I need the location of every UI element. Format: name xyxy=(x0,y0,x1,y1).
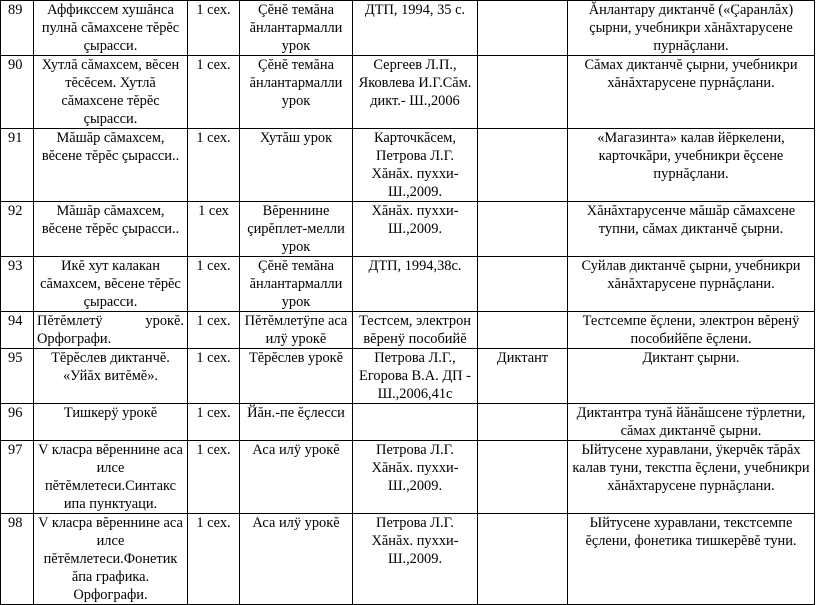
table-row xyxy=(1,129,815,202)
lesson-work: Суйлав диктанчĕ çырни, учебникри хăнăхтарусене пурнăçлани. xyxy=(568,257,815,312)
lesson-source: Хăнăх. пуххи-Ш.,2009. xyxy=(353,202,478,257)
lesson-source: Петрова Л.Г., Егорова В.А. ДП - Ш.,2006,41с xyxy=(353,349,478,404)
lesson-source: Тестсем, электрон вĕренÿ пособийĕ xyxy=(353,312,478,349)
lesson-type: Çĕнĕ темăна ăнлантармалли урок xyxy=(240,56,353,129)
lesson-number: 89 xyxy=(1,1,34,56)
lesson-type: Вĕреннине çирĕплет-мелли урок xyxy=(240,202,353,257)
lesson-topic: V класра вĕреннине аса илсе пĕтĕмлетеси.Синтакс ипа пунктуаци. xyxy=(34,441,188,514)
lesson-source: Петрова Л.Г. Хăнăх. пуххи-Ш.,2009. xyxy=(353,441,478,514)
table-body xyxy=(1,1,815,605)
lesson-source: Петрова Л.Г. Хăнăх. пуххи-Ш.,2009. xyxy=(353,514,478,605)
lesson-type: Çĕнĕ темăна ăнлантармалли урок xyxy=(240,257,353,312)
lesson-hours: 1 сех. xyxy=(188,1,240,56)
lesson-control xyxy=(478,1,568,56)
lesson-source xyxy=(353,404,478,441)
lesson-topic: Икĕ хут калакан сăмахсем, вĕсене тĕрĕс çырасси. xyxy=(34,257,188,312)
lesson-hours: 1 сех. xyxy=(188,312,240,349)
lesson-control xyxy=(478,514,568,605)
lesson-work: Ыйтусене хуравлани, ÿкерчĕк тăрăх калав туни, текстпа ĕçлени, учебникри хăнăхтарусене пурнăçлани. xyxy=(568,441,815,514)
table-row xyxy=(1,404,815,441)
lesson-work: Диктант çырни. xyxy=(568,349,815,404)
lesson-work: Диктантра тунă йăнăшсене тÿрлетни, сăмах диктанчĕ çырни. xyxy=(568,404,815,441)
lesson-topic: Мăшăр сăмахсем, вĕсене тĕрĕс çырасси.. xyxy=(34,129,188,202)
lesson-hours: 1 сех. xyxy=(188,349,240,404)
lesson-hours: 1 сех. xyxy=(188,257,240,312)
lesson-type: Тĕрĕслев урокĕ xyxy=(240,349,353,404)
lesson-topic: V класра вĕреннине аса илсе пĕтĕмлетеси.Фонетик ăпа графика. Орфографи. xyxy=(34,514,188,605)
lesson-topic: Мăшăр сăмахсем, вĕсене тĕрĕс çырасси.. xyxy=(34,202,188,257)
lesson-work: Тестсемпе ĕçлени, электрон вĕренÿ пособийĕпе ĕçлени. xyxy=(568,312,815,349)
lesson-type: Аса илÿ урокĕ xyxy=(240,514,353,605)
lesson-source: ДТП, 1994, 35 с. xyxy=(353,1,478,56)
lesson-hours: 1 сех. xyxy=(188,514,240,605)
lesson-hours: 1 сех. xyxy=(188,129,240,202)
lesson-work: Сăмах диктанчĕ çырни, учебникри хăнăхтарусене пурнăçлани. xyxy=(568,56,815,129)
lesson-hours: 1 сех. xyxy=(188,441,240,514)
lesson-hours: 1 сех. xyxy=(188,56,240,129)
lesson-topic: Тишкерÿ урокĕ xyxy=(34,404,188,441)
lesson-control xyxy=(478,312,568,349)
lesson-control xyxy=(478,56,568,129)
lesson-work: Хăнăхтарусенче мăшăр сăмахсене тупни, сăмах диктанчĕ çырни. xyxy=(568,202,815,257)
table-row xyxy=(1,312,815,349)
lesson-source: Сергеев Л.П., Яковлева И.Г.Сăм. дикт.- Ш.,2006 xyxy=(353,56,478,129)
lesson-source: ДТП, 1994,38с. xyxy=(353,257,478,312)
table-row xyxy=(1,441,815,514)
lesson-type: Йăн.-пе ĕçлесси xyxy=(240,404,353,441)
lesson-type: Хутăш урок xyxy=(240,129,353,202)
lesson-topic: Пĕтĕмлетÿ урокĕ. Орфографи. xyxy=(34,312,188,349)
lesson-number: 91 xyxy=(1,129,34,202)
table-row xyxy=(1,202,815,257)
lesson-work: «Магазинта» калав йĕркелени, карточкăри, учебникри ĕçсене пурнăçлани. xyxy=(568,129,815,202)
lesson-work: Ăнлантару диктанчĕ («Çаранлăх) çырни, учебникри хăнăхтарусене пурнăçлани. xyxy=(568,1,815,56)
lesson-topic: Аффикссем хушăнса пулнă сăмахсене тĕрĕс çырасси. xyxy=(34,1,188,56)
lesson-control xyxy=(478,257,568,312)
lesson-number: 97 xyxy=(1,441,34,514)
table-row xyxy=(1,257,815,312)
lesson-number: 90 xyxy=(1,56,34,129)
lesson-number: 94 xyxy=(1,312,34,349)
lesson-number: 93 xyxy=(1,257,34,312)
table-row xyxy=(1,349,815,404)
lesson-control: Диктант xyxy=(478,349,568,404)
lesson-control xyxy=(478,441,568,514)
lesson-hours: 1 сех. xyxy=(188,404,240,441)
lesson-control xyxy=(478,202,568,257)
lesson-control xyxy=(478,129,568,202)
lesson-type: Çĕнĕ темăна ăнлантармалли урок xyxy=(240,1,353,56)
lesson-number: 96 xyxy=(1,404,34,441)
lesson-number: 92 xyxy=(1,202,34,257)
lesson-topic: Тĕрĕслев диктанчĕ. «Уйăх витĕмĕ». xyxy=(34,349,188,404)
lesson-control xyxy=(478,404,568,441)
lesson-hours: 1 сех xyxy=(188,202,240,257)
table-row xyxy=(1,1,815,56)
table-row xyxy=(1,514,815,605)
lesson-number: 95 xyxy=(1,349,34,404)
lesson-topic: Хутлă сăмахсем, вĕсен тĕсĕсем. Хутлă сăмахсене тĕрĕс çырасси. xyxy=(34,56,188,129)
lesson-work: Ыйтусене хуравлани, текстсемпе ĕçлени, фонетика тишкерĕвĕ туни. xyxy=(568,514,815,605)
lesson-type: Аса илÿ урокĕ xyxy=(240,441,353,514)
table-row xyxy=(1,56,815,129)
lesson-type: Пĕтĕмлетÿпе аса илÿ урокĕ xyxy=(240,312,353,349)
lesson-number: 98 xyxy=(1,514,34,605)
lesson-source: Карточкăсем, Петрова Л.Г. Хăнăх. пуххи-Ш.,2009. xyxy=(353,129,478,202)
